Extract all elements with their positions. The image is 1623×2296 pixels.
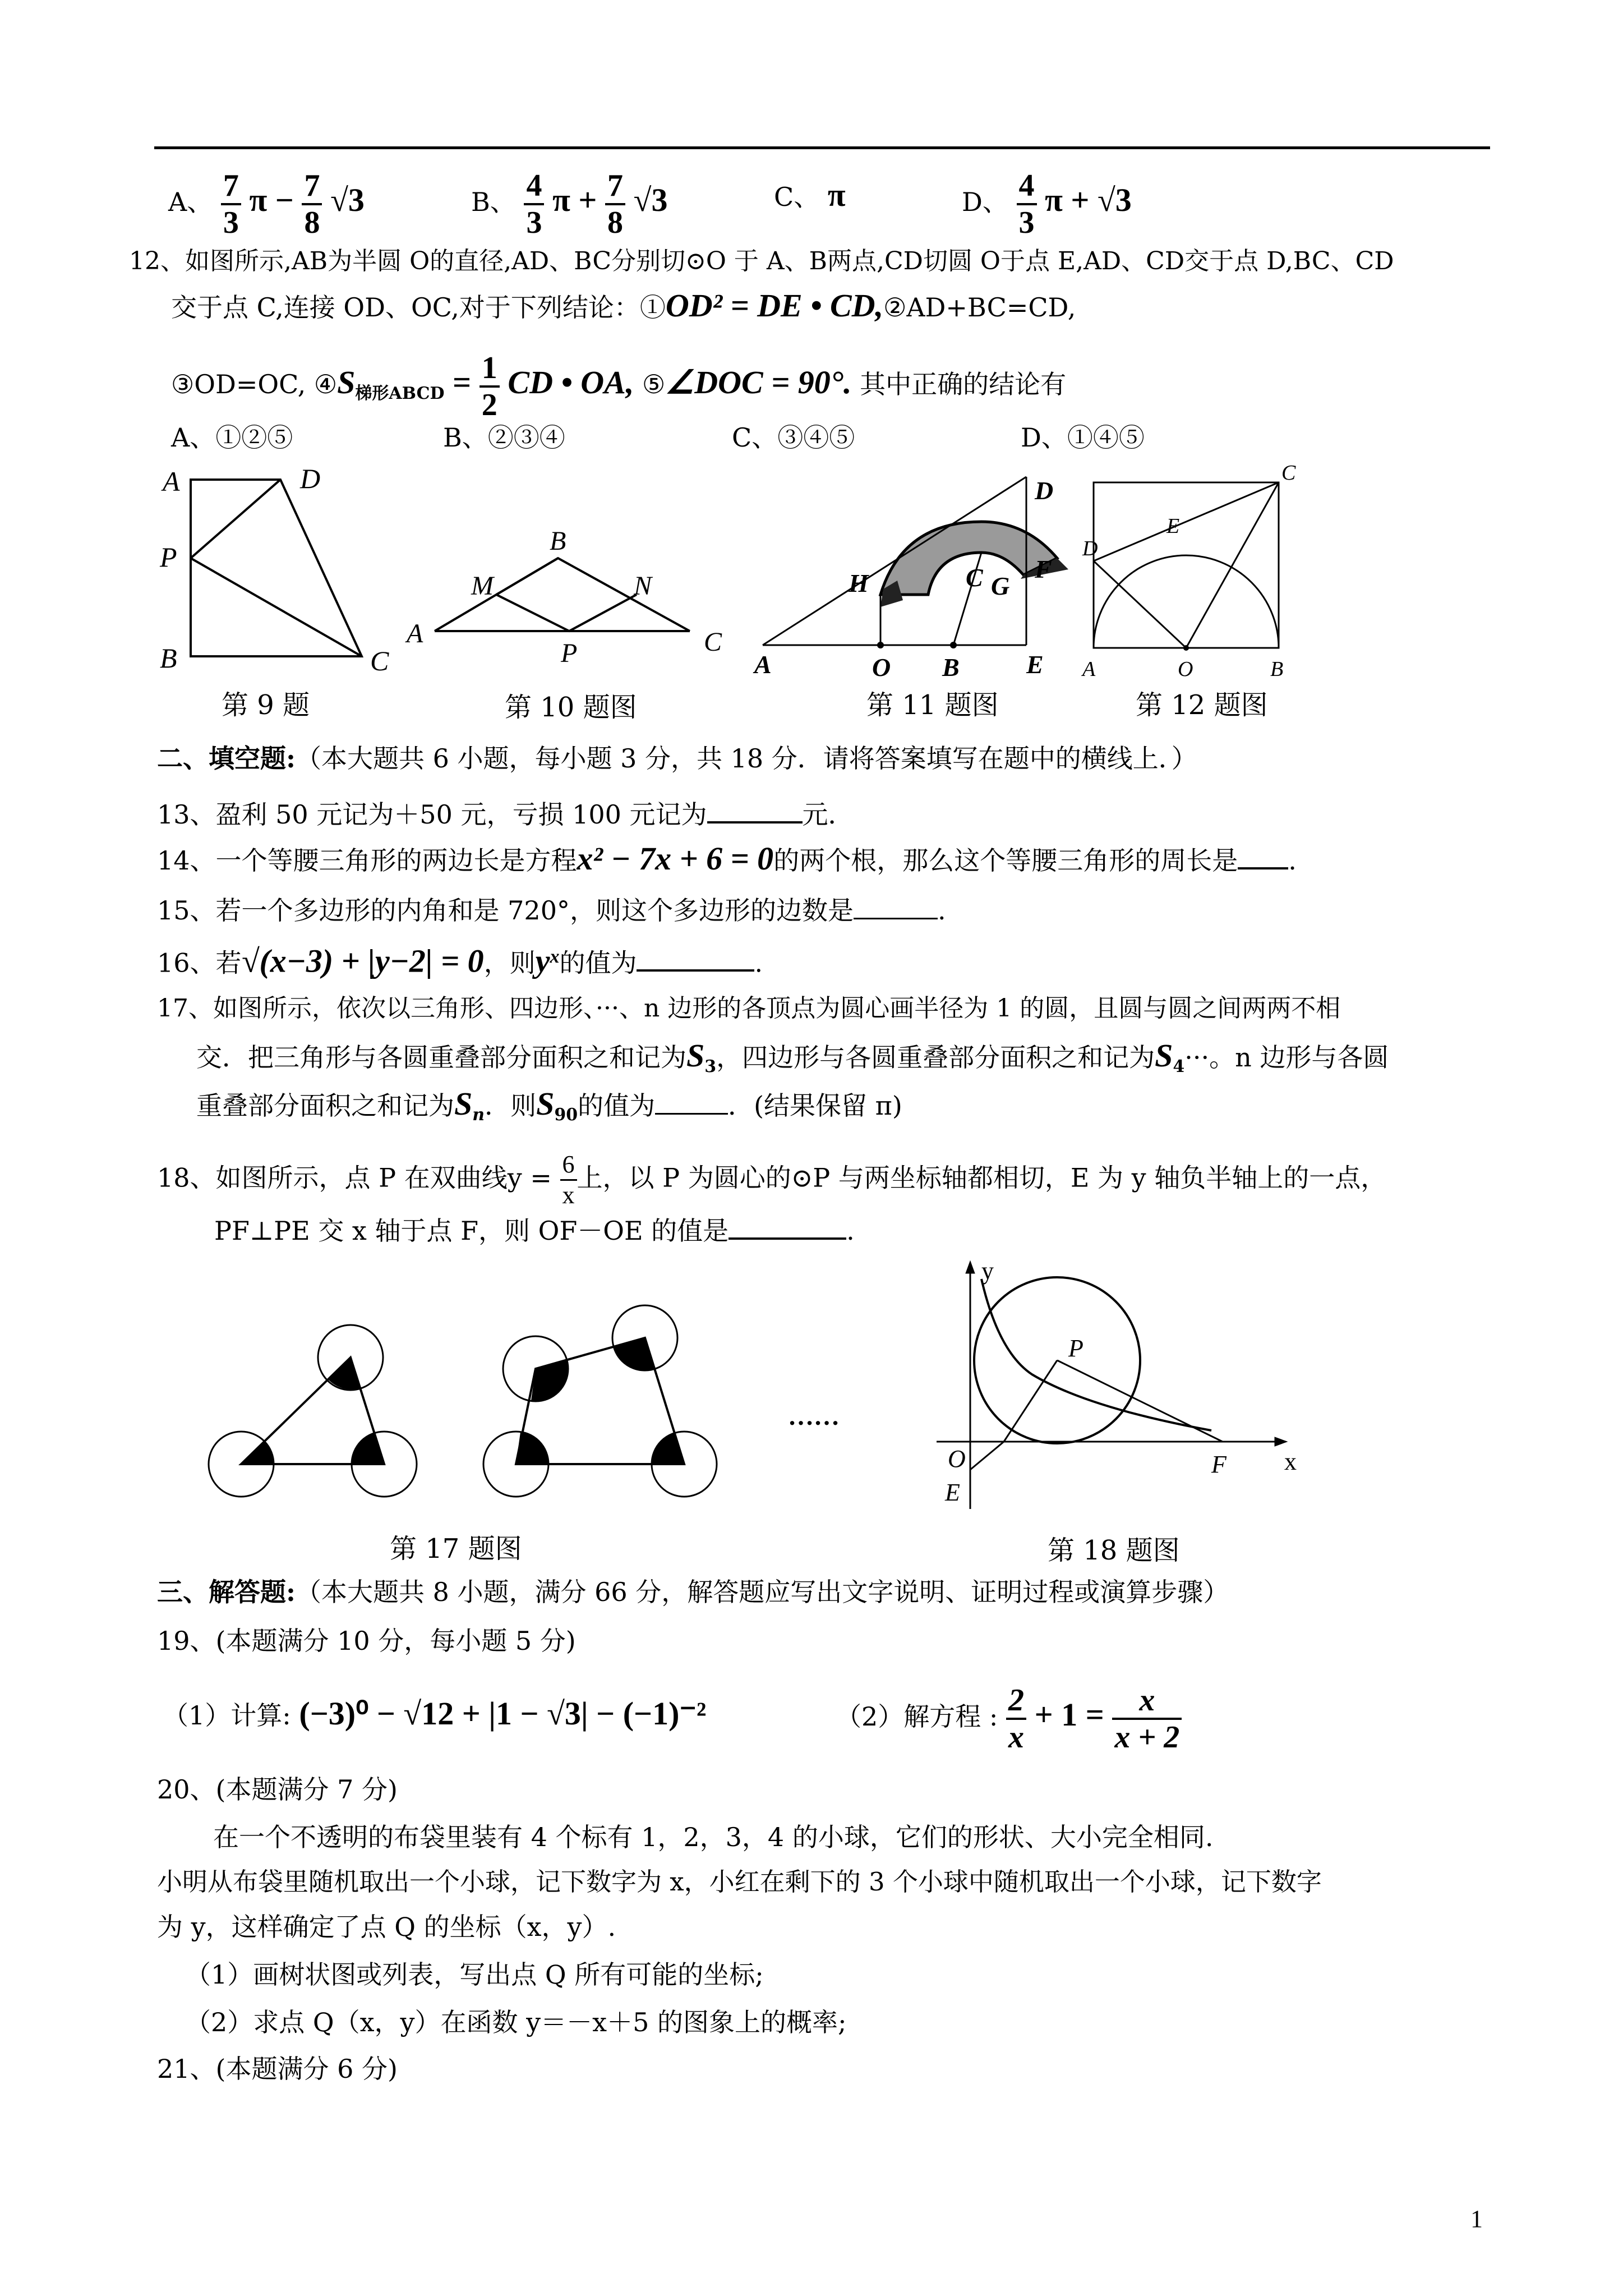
- q19-expression: (−3)⁰ − √12 + |1 − √3| − (−1)⁻²: [299, 1695, 707, 1732]
- math-operator: + 1 =: [1034, 1696, 1104, 1733]
- q12-formula: OD² = DE • CD,: [665, 287, 884, 324]
- q12-line2: [171, 289, 1076, 324]
- fig17-ellipsis: ……: [788, 1402, 840, 1430]
- section3-heading: [157, 1575, 1229, 1609]
- q20-heading: 20、(本题满分 7 分): [157, 1774, 398, 1805]
- fig9-label-a: A: [163, 466, 180, 497]
- q13-tail: 元．: [802, 799, 854, 830]
- fig18-label-e: E: [945, 1479, 960, 1506]
- fraction: [302, 168, 322, 240]
- q12-text: 交于点 C,连接 OD、OC,对于下列结论：①: [171, 292, 666, 323]
- q17-s-symbol: S: [536, 1085, 555, 1122]
- sector: [531, 1360, 568, 1401]
- fig11-label-g: G: [991, 572, 1010, 600]
- fig10-mp-pn: [496, 595, 637, 631]
- q12-line1: 12、如图所示,AB为半圆 O的直径,AD、BC分别切⊙O 于 A、B两点,CD切圆 O于点 E,AD、CD交于点 D,BC、CD: [129, 247, 1394, 275]
- q16-exponent: x: [550, 946, 560, 967]
- q18-text: PF⊥PE 交 x 轴于点 F，则 OF－OE 的值是: [214, 1216, 729, 1246]
- fig11-label-e: E: [1026, 650, 1044, 679]
- denominator: 8: [304, 205, 320, 240]
- q18-line1: [157, 1150, 1386, 1210]
- q12-text: ③OD=OC, ④: [171, 369, 338, 399]
- q16-text: ，则: [483, 947, 536, 978]
- q17-subscript: 90: [554, 1105, 578, 1125]
- numerator: x: [1112, 1683, 1182, 1720]
- q14-equation: x² − 7x + 6 = 0: [577, 840, 774, 877]
- fig12-frame: [1094, 482, 1279, 648]
- figure-9: [191, 480, 362, 656]
- q19-label: （2）解方程 :: [836, 1701, 998, 1732]
- q17-text: ···。n 边形与各圆: [1184, 1042, 1389, 1073]
- option-label: A、: [168, 187, 213, 217]
- q17-subscript: n: [472, 1105, 485, 1125]
- sector: [516, 1432, 548, 1464]
- fig12-caption: 第 12 题图: [1136, 689, 1268, 721]
- fraction: [605, 168, 625, 240]
- q17-line2: [196, 1039, 1389, 1084]
- q12-text: ②AD+BC=CD,: [883, 292, 1076, 323]
- answer-blank: [854, 892, 938, 919]
- math-tail: π + √3: [1045, 182, 1132, 218]
- q17-subscript: 4: [1173, 1057, 1185, 1077]
- q15: [157, 892, 946, 927]
- numerator: 4: [1017, 168, 1037, 205]
- fig11-point-o: [877, 642, 884, 648]
- fraction: [221, 168, 241, 240]
- option-label: C、: [774, 182, 820, 212]
- fraction: [1006, 1683, 1026, 1755]
- hyperbola: [981, 1279, 1211, 1430]
- q16: [157, 940, 763, 979]
- q20-line3: 为 y，这样确定了点 Q 的坐标（x，y）.: [157, 1912, 616, 1942]
- figure-11: [763, 477, 1068, 648]
- q14-tail: .: [1288, 845, 1297, 876]
- fig12-semicircle: [1094, 555, 1279, 648]
- q14: [157, 841, 1297, 877]
- fig10-mb: [496, 558, 558, 595]
- section-title: 二、填空题:: [157, 743, 296, 774]
- fig9-caption: 第 9 题: [222, 689, 310, 721]
- q17-line3: [196, 1087, 902, 1132]
- fig18-label-o: O: [948, 1445, 966, 1473]
- denominator: 3: [526, 205, 542, 240]
- fig12-label-a: A: [1082, 657, 1096, 681]
- numerator: 7: [605, 168, 625, 205]
- fig12-point-o: [1183, 645, 1189, 651]
- fig18-label-x: x: [1284, 1448, 1297, 1475]
- q14-text: 14、一个等腰三角形的两边长是方程: [157, 845, 577, 876]
- q17-s-symbol: S: [686, 1037, 705, 1074]
- fig11-label-o: O: [872, 653, 891, 682]
- fraction: [524, 168, 544, 240]
- seg-e: [970, 1442, 1004, 1470]
- q11-option-a: [168, 168, 365, 240]
- q19-label: （1）计算:: [163, 1700, 291, 1731]
- sector: [652, 1433, 684, 1464]
- section-desc: （本大题共 6 小题，每小题 3 分，共 18 分．请将答案填写在题中的横线上．）: [295, 743, 1197, 774]
- fig10-caption: 第 10 题图: [505, 692, 637, 723]
- fig12-label-o: O: [1178, 657, 1193, 681]
- numerator: 4: [524, 168, 544, 205]
- fig9-line-pc: [191, 558, 362, 656]
- q17-line1: 17、如图所示，依次以三角形、四边形、···、n 边形的各顶点为圆心画半径为 1 的圆，且圆与圆之间两两不相: [157, 994, 1341, 1023]
- fig11-label-b: B: [942, 653, 960, 682]
- denominator: 3: [223, 205, 239, 240]
- q15-text: 15、若一个多边形的内角和是 720°，则这个多边形的边数是: [157, 895, 854, 926]
- q17-text: 交．把三角形与各圆重叠部分面积之和记为: [196, 1042, 686, 1073]
- denominator: 2: [481, 388, 497, 422]
- numerator: 7: [221, 168, 241, 205]
- q12-text: 其中正确的结论有: [860, 369, 1067, 399]
- fig18-caption: 第 18 题图: [1048, 1535, 1180, 1566]
- option-label: B、: [471, 187, 516, 217]
- figures-row-9-12: [151, 460, 1497, 684]
- fig12-label-b: B: [1270, 657, 1284, 681]
- math-tail: √3: [330, 182, 365, 218]
- fig11-caption: 第 11 题图: [866, 689, 999, 721]
- q18-y: y =: [507, 1162, 552, 1193]
- sector: [614, 1338, 654, 1370]
- fig12-od: [1094, 561, 1186, 648]
- figure-17-quadrilateral: [483, 1305, 717, 1497]
- numerator: 2: [1006, 1683, 1026, 1720]
- fig12-label-d: D: [1082, 537, 1098, 560]
- fig11-label-f: F: [1035, 555, 1052, 583]
- section-desc: （本大题共 8 小题，满分 66 分，解答题应写出文字说明、证明过程或演算步骤）: [295, 1577, 1229, 1607]
- fig18-label-f: F: [1211, 1451, 1227, 1478]
- section2-heading: [157, 742, 1197, 775]
- fig11-point-b: [950, 642, 957, 648]
- fig11-label-h: H: [849, 569, 869, 597]
- fig11-hypotenuse: [763, 477, 1026, 645]
- fig12-oc: [1186, 482, 1279, 648]
- q13: [157, 795, 854, 831]
- fig10-label-c: C: [704, 627, 722, 657]
- fraction: [560, 1150, 577, 1210]
- y-arrow: [966, 1261, 975, 1273]
- q17-text: 的值为: [578, 1091, 656, 1121]
- answer-blank: [655, 1087, 728, 1115]
- q17-text: ．则: [485, 1091, 537, 1121]
- math-operator: π −: [249, 182, 294, 218]
- q16-text: 的值为: [559, 947, 637, 978]
- q20-line4: （1）画树状图或列表，写出点 Q 所有可能的坐标;: [185, 1959, 764, 1990]
- x-arrow: [1275, 1437, 1287, 1446]
- fig11-label-a: A: [754, 650, 772, 679]
- q20-line5: （2）求点 Q（x，y）在函数 y＝－x＋5 的图象上的概率;: [185, 2007, 847, 2037]
- numerator: 6: [560, 1150, 577, 1181]
- figure-17-triangle: [209, 1325, 417, 1497]
- q16-base: y: [535, 942, 550, 979]
- fig12-label-e: E: [1166, 514, 1180, 538]
- denominator: x + 2: [1114, 1720, 1180, 1755]
- fig9-label-p: P: [160, 541, 177, 573]
- header-rule: [154, 146, 1490, 149]
- q11-option-c: [774, 178, 846, 214]
- fig11-label-d: D: [1035, 476, 1054, 505]
- fig10-label-a: A: [407, 619, 423, 648]
- q15-tail: .: [937, 895, 946, 926]
- answer-blank: [637, 944, 754, 972]
- denominator: 8: [607, 205, 624, 240]
- sector: [241, 1442, 274, 1464]
- fig10-label-b: B: [550, 526, 566, 556]
- sector: [352, 1433, 384, 1464]
- option-value: π: [827, 177, 846, 213]
- q16-tail: .: [754, 947, 763, 978]
- q17-text: ，四边形与各圆重叠部分面积之和记为: [716, 1042, 1155, 1073]
- q19-part2: [836, 1683, 1182, 1755]
- q17-s-symbol: S: [454, 1085, 473, 1122]
- q17-subscript: 3: [704, 1057, 717, 1077]
- denominator: 3: [1018, 205, 1035, 240]
- q12-option-a: A、①②⑤: [171, 422, 293, 453]
- figure-12: [1094, 482, 1279, 648]
- q12-option-d: D、①④⑤: [1021, 422, 1145, 453]
- q18-line2: [214, 1212, 855, 1248]
- fig9-line-pd: [191, 480, 280, 558]
- q12-s-symbol: S: [337, 364, 356, 401]
- q19-heading: 19、(本题满分 10 分，每小题 5 分): [157, 1626, 576, 1656]
- fig9-label-d: D: [300, 463, 321, 494]
- fig9-label-c: C: [370, 645, 389, 677]
- q17-text: 重叠部分面积之和记为: [196, 1091, 454, 1121]
- numerator: 7: [302, 168, 322, 205]
- q18-text: 18、如图所示，点 P 在双曲线: [157, 1162, 508, 1193]
- q12-option-b: B、②③④: [443, 422, 565, 453]
- fig12-label-c: C: [1281, 461, 1296, 485]
- option-label: D、: [962, 187, 1008, 217]
- q12-subscript: 梯形ABCD: [355, 384, 445, 404]
- page-number: 1: [1470, 2205, 1483, 2233]
- answer-blank: [707, 795, 803, 823]
- answer-blank: [1238, 841, 1288, 869]
- fig10-label-m: M: [471, 571, 494, 601]
- q12-formula: CD • OA,: [508, 364, 634, 401]
- q18-text: 上，以 P 为圆心的⊙P 与两坐标轴都相切，E 为 y 轴负半轴上的一点，: [577, 1162, 1387, 1193]
- figures-row-17-18: [191, 1257, 1346, 1526]
- q11-option-d: [962, 168, 1132, 240]
- q11-option-b: [471, 168, 667, 240]
- fig18-label-p: P: [1068, 1335, 1083, 1362]
- math-operator: π +: [552, 182, 597, 218]
- q17-text: ．(结果保留 π): [728, 1091, 902, 1121]
- q12-formula: ∠DOC = 90°.: [665, 364, 852, 401]
- numerator: 1: [479, 351, 500, 388]
- q16-equation: √(x−3) + |y−2| = 0: [241, 942, 484, 979]
- fig17-caption: 第 17 题图: [390, 1533, 522, 1565]
- q21-heading: 21、(本题满分 6 分): [157, 2054, 398, 2084]
- fraction: [479, 351, 500, 422]
- q13-text: 13、盈利 50 元记为＋50 元，亏损 100 元记为: [157, 799, 707, 830]
- fraction: [1017, 168, 1037, 240]
- fig9-label-b: B: [160, 642, 177, 674]
- denominator: x: [562, 1181, 575, 1209]
- math-tail: √3: [633, 182, 668, 218]
- fig12-dc: [1094, 482, 1279, 561]
- q12-text: ⑤: [642, 369, 666, 399]
- answer-blank: [728, 1212, 846, 1240]
- section-title: 三、解答题:: [157, 1577, 296, 1607]
- math-operator: =: [453, 364, 472, 401]
- q14-text: 的两个根，那么这个等腰三角形的周长是: [773, 845, 1238, 876]
- figure-18: [937, 1261, 1287, 1509]
- q12-line3: [171, 351, 1066, 422]
- fig10-label-n: N: [634, 571, 652, 601]
- q20-line2: 小明从布袋里随机取出一个小球，记下数字为 x，小红在剩下的 3 个小球中随机取出一个小球，记下数字: [157, 1867, 1322, 1897]
- q16-text: 16、若: [157, 947, 242, 978]
- fig11-label-c: C: [966, 563, 983, 592]
- denominator: x: [1008, 1720, 1025, 1755]
- q18-tail: .: [846, 1216, 855, 1246]
- q19-part1: [163, 1697, 706, 1732]
- fig10-label-p: P: [561, 638, 578, 668]
- fig18-label-y: y: [981, 1257, 994, 1285]
- q20-line1: 在一个不透明的布袋里装有 4 个标有 1，2，3，4 的小球，它们的形状、大小完全相同.: [213, 1822, 1214, 1852]
- q17-s-symbol: S: [1155, 1037, 1173, 1074]
- q12-option-c: C、③④⑤: [732, 422, 855, 453]
- fraction: [1112, 1683, 1182, 1755]
- fig9-trapezoid: [191, 480, 362, 656]
